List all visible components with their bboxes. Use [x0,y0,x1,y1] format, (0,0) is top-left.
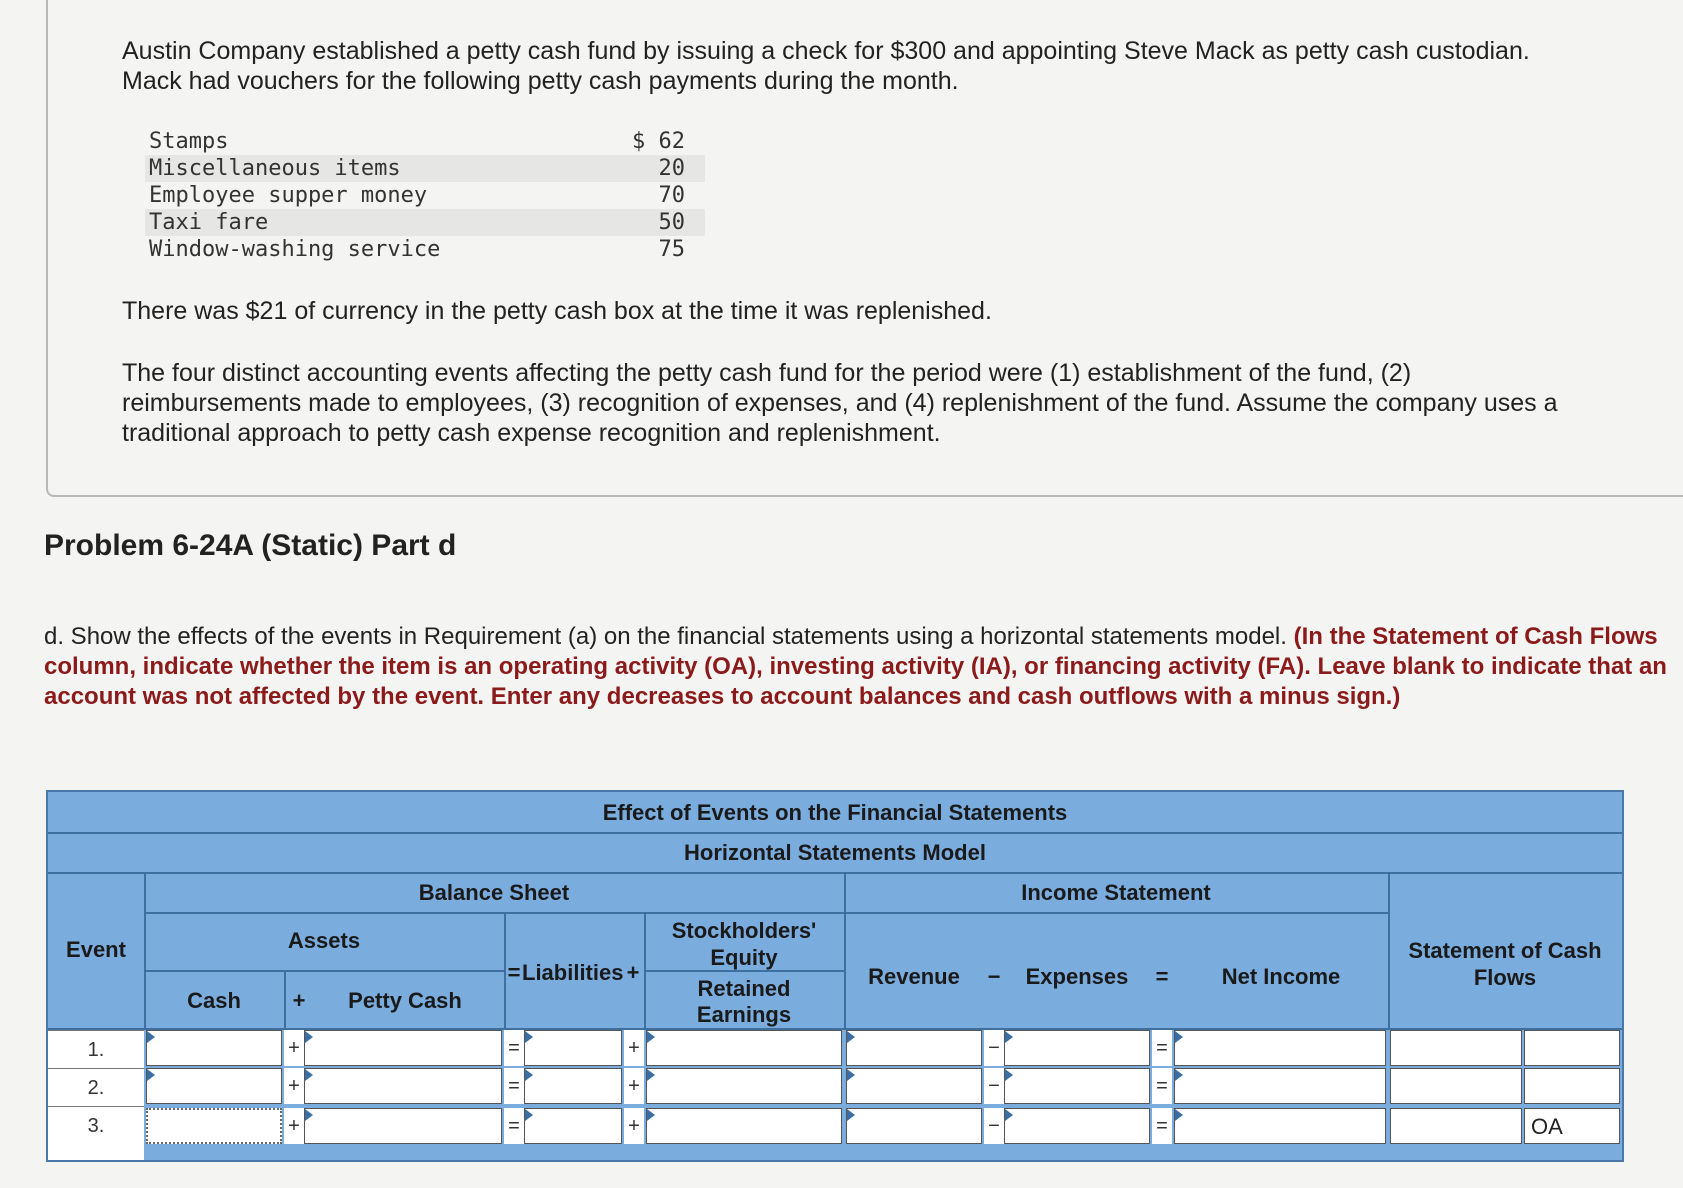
input-marker [525,1069,533,1081]
scf-amount-input[interactable] [1390,1108,1522,1144]
liabilities-header: Liabilities [522,960,624,985]
input-marker [525,1109,533,1121]
input-marker [147,1031,155,1043]
minus-sign: − [987,964,1001,989]
plus-sign: + [284,1030,304,1066]
cash-header: Cash [187,988,241,1013]
plus-sign: + [624,1108,644,1144]
assets-header: Assets [287,928,361,953]
stockholders-equity-header-line1: Stockholders' [671,918,817,943]
divider [48,872,1622,874]
input-marker [647,1031,655,1043]
input-marker [1175,1109,1183,1121]
cash-input[interactable] [146,1068,282,1104]
divider [144,970,504,972]
voucher-label: Employee supper money [149,183,428,208]
plus-sign: + [284,1108,304,1144]
plus-sign: + [624,1030,644,1066]
input-marker [647,1109,655,1121]
voucher-row [145,209,705,236]
input-marker [305,1069,313,1081]
revenue-header: Revenue [868,964,960,989]
input-marker [847,1031,855,1043]
event-number: 3. [48,1106,144,1160]
minus-sign: − [984,1108,1004,1144]
balance-sheet-header: Balance Sheet [418,880,570,905]
equals-sign: = [504,1030,524,1066]
income-statement-header: Income Statement [1021,880,1211,905]
retained-earnings-header-line1: Retained [697,976,791,1001]
plus-sign: + [626,960,640,985]
net-income-header: Net Income [1221,964,1341,989]
net-income-input[interactable] [1174,1030,1386,1066]
retained-earnings-input[interactable] [646,1068,842,1104]
divider [144,912,1388,914]
horizontal-statements-table [46,790,1624,1162]
scf-amount-input[interactable] [1390,1068,1522,1104]
equals-sign: = [1152,1108,1172,1144]
voucher-label: Taxi fare [149,210,269,235]
equals-sign: = [507,960,521,985]
expenses-header: Expenses [1025,964,1129,989]
intro-paragraph-1: Austin Company established a petty cash fund by issuing a check for $300 and appointing Steve Mack as petty cash custodian. Mack had vouchers for the following petty cash payments during the month. [122,37,1530,95]
voucher-amount: 50 [658,210,685,235]
vouchers-table [145,128,705,263]
input-marker [305,1109,313,1121]
divider [48,832,1622,834]
voucher-row [145,155,705,182]
stockholders-equity-header-line2: Equity [710,945,778,970]
petty-cash-input[interactable] [304,1068,502,1104]
input-marker [1175,1069,1183,1081]
instruction-plain: d. Show the effects of the events in Requirement (a) on the financial statements using a horizontal statements model. [44,623,1287,650]
voucher-label: Stamps [149,129,229,154]
minus-sign: − [984,1030,1004,1066]
equals-sign: = [1152,1030,1172,1066]
net-income-input[interactable] [1174,1068,1386,1104]
plus-sign: + [292,988,306,1013]
equals-sign: = [1152,1068,1172,1104]
intro-paragraph-2: There was $21 of currency in the petty cash box at the time it was replenished. [122,297,992,325]
voucher-amount: 75 [658,237,685,262]
expenses-input[interactable] [1004,1108,1150,1144]
voucher-amount: $ 62 [632,129,685,154]
scf-type-select[interactable]: OA [1524,1108,1620,1144]
scf-header-line1: Statement of Cash [1408,938,1602,963]
retained-earnings-input[interactable] [646,1108,842,1144]
instruction-bold: (In the Statement of Cash Flows column, indicate whether the item is an operating activity (OA), investing activity (IA), or financing activity (FA). Leave blank to indicate that an account was not affected by the event. Enter any decreases to account balances and cash outflows with a minus sign.) [44,623,1667,710]
revenue-input[interactable] [846,1068,982,1104]
voucher-label: Miscellaneous items [149,156,401,181]
voucher-label: Window-washing service [149,237,441,262]
liabilities-input[interactable] [524,1068,622,1104]
petty-cash-input[interactable] [304,1108,502,1144]
input-marker [147,1069,155,1081]
scf-type-select[interactable] [1524,1068,1620,1104]
retained-earnings-input[interactable] [646,1030,842,1066]
scf-header-line2: Flows [1473,965,1537,990]
input-marker [847,1109,855,1121]
voucher-row [145,236,705,263]
table-subtitle: Horizontal Statements Model [684,840,986,865]
equals-sign: = [1155,964,1169,989]
event-number: 1. [48,1030,144,1068]
net-income-input[interactable] [1174,1108,1386,1144]
input-marker [1175,1031,1183,1043]
input-marker [847,1069,855,1081]
petty-cash-input[interactable] [304,1030,502,1066]
input-marker [305,1031,313,1043]
scf-amount-input[interactable] [1390,1030,1522,1066]
plus-sign: + [284,1068,304,1104]
input-marker [647,1069,655,1081]
liabilities-input[interactable] [524,1108,622,1144]
event-number: 2. [48,1068,144,1106]
voucher-row [145,182,705,209]
voucher-amount: 20 [658,156,685,181]
voucher-row [145,128,705,155]
expenses-input[interactable] [1004,1030,1150,1066]
table-title: Effect of Events on the Financial Statements [602,800,1068,825]
revenue-input[interactable] [846,1108,982,1144]
event-header: Event [66,937,126,962]
scf-type-select[interactable] [1524,1030,1620,1066]
input-marker [525,1031,533,1043]
cash-input[interactable] [146,1030,282,1066]
instructions [44,622,1674,712]
input-marker [1005,1069,1013,1081]
equals-sign: = [504,1068,524,1104]
equals-sign: = [504,1108,524,1144]
problem-title: Problem 6-24A (Static) Part d [44,529,457,562]
expenses-input[interactable] [1004,1068,1150,1104]
cash-input[interactable] [146,1108,282,1144]
revenue-input[interactable] [846,1030,982,1066]
petty-cash-header: Petty Cash [348,988,462,1013]
intro-paragraph-3: The four distinct accounting events affecting the petty cash fund for the period were (1) establishment of the fund, (2) reimbursements made to employees, (3) recognition of expenses, and (4) replenishment of the fund. Assume the company uses a traditional approach to petty cash expense recognition and replenishment. [122,359,1558,447]
plus-sign: + [624,1068,644,1104]
input-marker [1005,1031,1013,1043]
voucher-amount: 70 [658,183,685,208]
input-marker [1005,1109,1013,1121]
liabilities-input[interactable] [524,1030,622,1066]
minus-sign: − [984,1068,1004,1104]
retained-earnings-header-line2: Earnings [696,1002,792,1027]
